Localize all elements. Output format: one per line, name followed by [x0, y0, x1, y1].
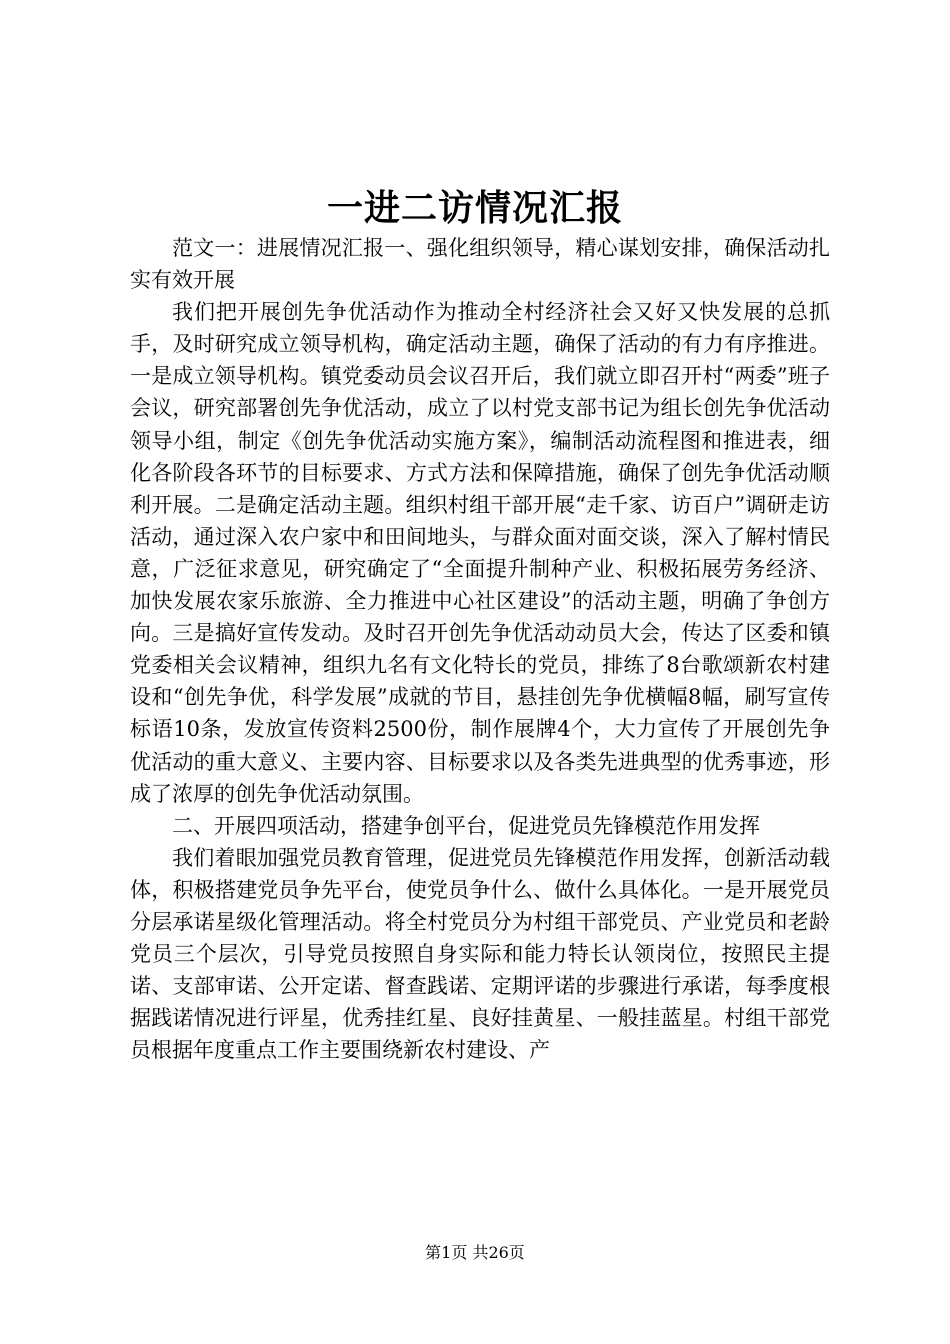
paragraph-3: 二、开展四项活动，搭建争创平台，促进党员先锋模范作用发挥 [172, 813, 760, 838]
paragraph-2: 我们把开展创先争优活动作为推动全村经济社会又好又快发展的总抓手，及时研究成立领导机构，确定活动主题，确保了活动的有力有序推进。一是成立领导机构。镇党委动员会议召开后，我们就立即召开村“两委”班子会议，研究部署创先争优活动，成立了以村党支部书记为组长创先争优活动领导小组，制定《创先争优活动实施方案》，编制活动流程图和推进表，细化各阶段各环节的目标要求、方式方法和保障措施，确保了创先争优活动顺利开展。二是确定活动主题。组织村组干部开展“走千家、访百户”调研走访活动，通过深入农户家中和田间地头，与群众面对面交谈，深入了解村情民意，广泛征求意见，研究确定了“全面提升制种产业、积极拓展劳务经济、加快发展农家乐旅游、全力推进中心社区建设”的活动主题，明确了争创方向。三是搞好宣传发动。及时召开创先争优活动动员大会，传达了区委和镇党委相关会议精神，组织九名有文化特长的党员，排练了8台歌颂新农村建设和“创先争优，科学发展”成就的节目，悬挂创先争优横幅8幅，刷写宣传标语10条，发放宣传资料2500份，制作展牌4个，大力宣传了开展创先争优活动的重大意义、主要内容、目标要求以及各类先进典型的优秀事迹，形成了浓厚的创先争优活动氛围。 [130, 300, 830, 806]
paragraph-4: 我们着眼加强党员教育管理，促进党员先锋模范作用发挥，创新活动载体，积极搭建党员争先平台，使党员争什么、做什么具体化。一是开展党员分层承诺星级化管理活动。将全村党员分为村组干部党员、产业党员和老龄党员三个层次，引导党员按照自身实际和能力特长认领岗位，按照民主提诺、支部审诺、公开定诺、督查践诺、定期评诺的步骤进行承诺，每季度根据践诺情况进行评星，优秀挂红星、良好挂黄星、一般挂蓝星。村组干部党员根据年度重点工作主要围绕新农村建设、产 [130, 845, 830, 1063]
paragraph-1: 范文一：进展情况汇报一、强化组织领导，精心谋划安排，确保活动扎实有效开展 [130, 236, 830, 293]
document-body [130, 232, 830, 1066]
page-footer: 第1页 共26页 [425, 1243, 525, 1262]
document-title: 一进二访情况汇报 [326, 187, 623, 229]
